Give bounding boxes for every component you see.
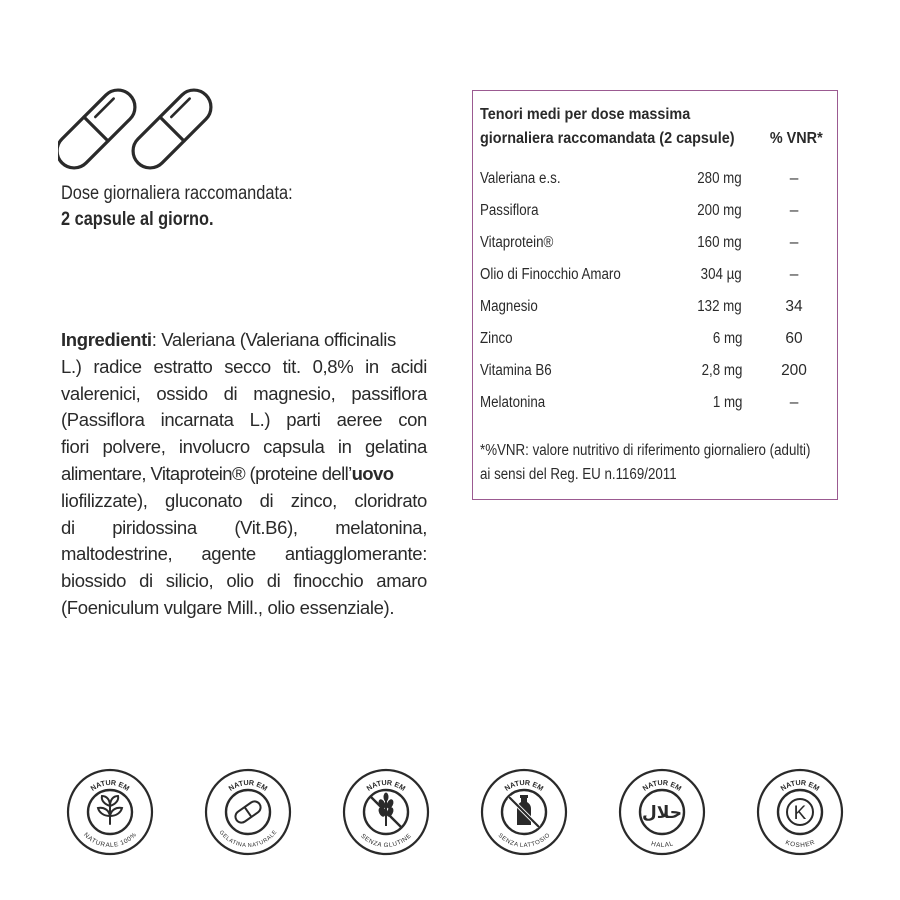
svg-text:KOSHER [784,839,816,849]
nutrient-name: Vitamina B6 [480,362,552,379]
dosage-value: 2 capsule al giorno. [61,209,214,230]
ingredients-line: alimentare, Vitaprotein® (proteine dell’ [61,462,352,484]
svg-text:HALAL [650,840,674,849]
table-row [480,263,824,287]
table-row [480,295,824,319]
badge-bottom-text: SENZA GLUTINE [359,832,413,850]
capsule-icon [233,799,263,825]
table-row [480,167,824,191]
nutrition-table [472,90,838,500]
badge-bottom-text: NATURALE 100% [82,831,138,850]
kosher-icon: K [793,803,807,824]
badge-top-text: NATUR EM [640,777,684,793]
badge-bottom-text: SENZA LATTOSIO [496,832,552,850]
nutrient-qty: 160 mg [697,234,742,251]
badge-kosher [756,768,844,856]
certification-badges [66,768,846,858]
nutrient-vnr: 34 [785,298,803,315]
ingredients-line: biossido di silicio, olio di finocchio amaro [61,570,427,592]
badge-top-text: NATUR EM [502,777,546,793]
dosage-label: Dose giornaliera raccomandata: [61,183,293,204]
ingredients-line: liofilizzate), gluconato di zinco, cloridrato [61,489,427,511]
milk-bottle-crossed-icon [509,795,539,827]
nutrient-qty: 304 µg [700,266,742,283]
nutrient-vnr: – [789,266,799,283]
ingredients-line: di piridossina (Vit.B6), melatonina, [61,516,427,538]
badge-senza-lattosio [480,768,568,856]
nutrient-qty: 2,8 mg [701,362,742,379]
nutrient-name: Vitaprotein® [480,234,554,251]
footnote-line: ai sensi del Reg. EU n.1169/2011 [480,466,677,483]
badge-natural-100 [66,768,154,856]
badge-bottom-text: HALAL [650,840,674,850]
dosage-block [61,181,361,233]
nutrition-header [480,103,735,151]
nutrition-header-line: Tenori medi per dose massima [480,106,691,123]
nutrient-qty: 280 mg [697,170,742,187]
nutrient-qty: 1 mg [712,394,742,411]
svg-text:GELATINA NATURALE [218,829,279,849]
badge-bottom-text: KOSHER [784,839,816,850]
table-row [480,231,824,255]
ingredients-text [61,327,427,622]
ingredients-title: Ingredienti [61,329,152,350]
halal-icon: حلال [642,803,682,823]
nutrient-name: Melatonina [480,394,546,411]
table-row [480,327,824,351]
nutrient-qty: 200 mg [697,202,742,219]
wheat-crossed-icon [371,793,401,828]
ingredients-line: (Foeniculum vulgare Mill., olio essenziale). [61,596,395,618]
ingredients-line: : Valeriana (Valeriana officinalis [151,329,396,350]
ingredients-line: L.) radice estratto secco tit. 0,8% in acidi [61,355,427,377]
ingredients-line: fiori polvere, involucro capsula in gelatina [61,436,427,458]
nutrient-qty: 6 mg [712,330,742,347]
ingredients-line: (Passiflora incarnata L.) parti aeree con [61,409,427,431]
nutrition-header-line: giornaliera raccomandata (2 capsule) [480,130,735,147]
table-row [480,391,824,415]
nutrient-vnr: – [789,170,799,187]
nutrient-name: Olio di Finocchio Amaro [480,266,621,283]
badge-bottom-text: GELATINA NATURALE [217,829,279,850]
nutrient-name: Valeriana e.s. [480,170,561,187]
footnote-line: *%VNR: valore nutritivo di riferimento giornaliero (adulti) [480,442,811,459]
nutrient-vnr: – [789,202,799,219]
vnr-column-header: % VNR* [770,130,823,147]
nutrient-vnr: – [789,394,799,411]
nutrient-qty: 132 mg [697,298,742,315]
nutrient-vnr: 60 [785,330,803,347]
capsules-icon [58,86,218,172]
badge-top-text: NATUR EM [88,777,132,793]
leaf-icon [98,796,122,824]
badge-top-text: NATUR EM [778,777,822,793]
nutrient-name: Passiflora [480,202,539,219]
nutrient-vnr: 200 [781,362,807,379]
ingredients-line: maltodestrine, agente antiagglomerante: [61,543,427,565]
badge-top-text: NATUR EM [226,777,270,793]
table-row [480,359,824,383]
nutrient-name: Magnesio [480,298,538,315]
nutrient-vnr: – [789,234,799,251]
table-row [480,199,824,223]
badge-gelatina-naturale [204,768,292,856]
nutrient-name: Zinco [480,330,513,347]
ingredients-bold-word: uovo [351,462,394,484]
badge-halal [618,768,706,856]
badge-senza-glutine [342,768,430,856]
badge-top-text: NATUR EM [364,777,408,793]
vnr-footnote [480,439,811,487]
ingredients-line: valerenici, ossido di magnesio, passiflora [61,382,427,404]
